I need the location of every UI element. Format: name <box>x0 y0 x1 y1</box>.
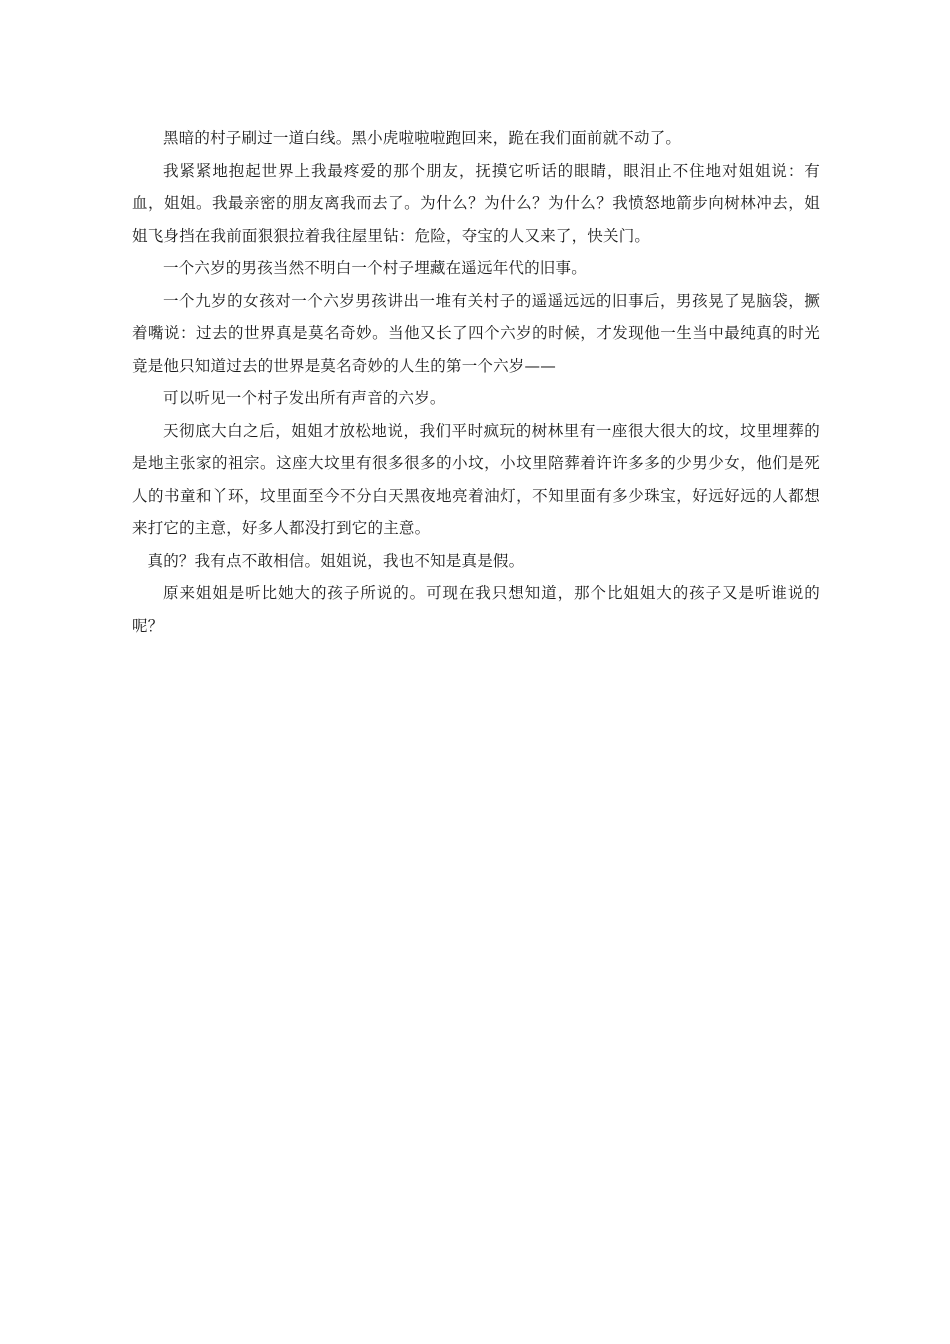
paragraph: 一个九岁的女孩对一个六岁男孩讲出一堆有关村子的遥遥远远的旧事后，男孩晃了晃脑袋，撅着嘴说：过去的世界真是莫名奇妙。当他又长了四个六岁的时候，才发现他一生当中最纯真的时光竟是他只知道过去的世界是莫名奇妙的人生的第一个六岁—— <box>132 291 820 375</box>
paragraph: 我紧紧地抱起世界上我最疼爱的那个朋友，抚摸它听话的眼睛，眼泪止不住地对姐姐说：有血，姐姐。我最亲密的朋友离我而去了。为什么？为什么？为什么？我愤怒地箭步向树林冲去，姐姐飞身挡在我前面狠狠拉着我往屋里钻：危险，夺宝的人又来了，快关门。 <box>132 161 820 245</box>
paragraph: 黑暗的村子刷过一道白线。黑小虎啦啦啦跑回来，跪在我们面前就不动了。 <box>163 129 682 147</box>
paragraph: 天彻底大白之后，姐姐才放松地说，我们平时疯玩的树林里有一座很大很大的坟，坟里埋葬的是地主张家的祖宗。这座大坟里有很多很多的小坟，小坟里陪葬着许许多多的少男少女，他们是死人的书童和丫环，坟里面至今不分白天黑夜地亮着油灯，不知里面有多少珠宝，好远好远的人都想来打它的主意，好多人都没打到它的主意。 <box>132 421 820 537</box>
paragraph: 原来姐姐是听比她大的孩子所说的。可现在我只想知道，那个比姐姐大的孩子又是听谁说的呢？ <box>132 584 820 635</box>
paragraph: 可以听见一个村子发出所有声音的六岁。 <box>163 389 446 407</box>
paragraph: 一个六岁的男孩当然不明白一个村子埋藏在遥远年代的旧事。 <box>163 259 587 277</box>
paragraph: 真的？我有点不敢相信。姐姐说，我也不知是真是假。 <box>147 551 525 570</box>
article-body <box>132 122 820 642</box>
